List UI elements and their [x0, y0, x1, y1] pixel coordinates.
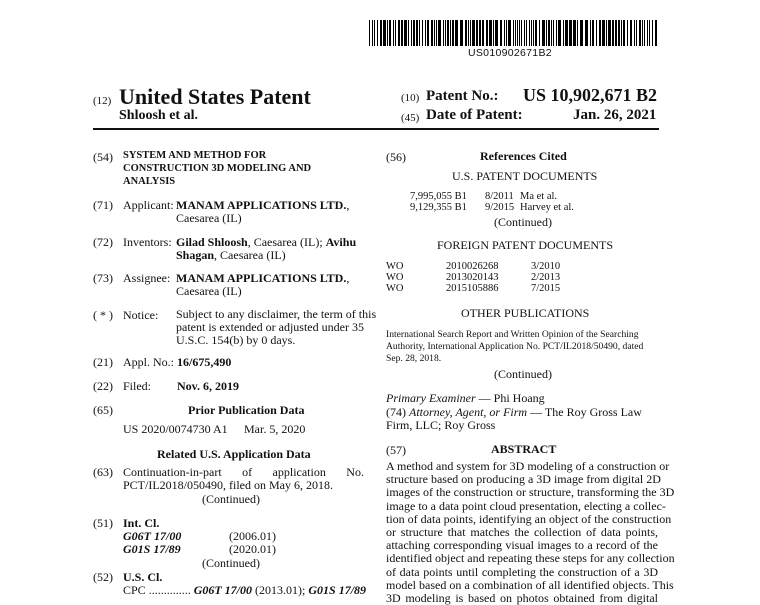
code-21: (21) [93, 355, 113, 369]
code-56: (56) [386, 150, 406, 164]
filed-date: Nov. 6, 2019 [177, 379, 240, 393]
header-rule [93, 128, 659, 130]
code-45: (45) [401, 112, 420, 124]
assignee-place: Caesarea (IL) [176, 284, 242, 298]
document-title: United States Patent [119, 84, 311, 109]
foreign-docs-heading: FOREIGN PATENT DOCUMENTS [437, 238, 614, 252]
abstract-line: attaching corresponding visual images to a record of the [386, 538, 658, 553]
int-cl-label: Int. Cl. [123, 516, 160, 530]
abstract-heading: ABSTRACT [491, 442, 557, 456]
foreign-date-1: 3/2010 [531, 261, 561, 272]
assignee-label: Assignee: [123, 271, 171, 285]
abstract-line: A method and system for 3D modeling of a construction or [386, 459, 670, 473]
foreign-date-2: 2/2013 [531, 272, 561, 283]
abstract-line: identified object and repeating these steps for any collection [386, 551, 675, 566]
us-doc-num-1: 7,995,055 B1 [410, 191, 467, 202]
prior-pub-date: Mar. 5, 2020 [244, 422, 306, 436]
prior-pub-heading: Prior Publication Data [188, 403, 305, 417]
int-cl-version-1: (2006.01) [229, 529, 276, 543]
foreign-date-3: 7/2015 [531, 283, 561, 294]
foreign-num-2: 2013020143 [446, 272, 499, 283]
us-doc-date-2: 9/2015 [485, 202, 515, 213]
barcode-number: US010902671B2 [468, 47, 552, 59]
int-cl-version-2: (2020.01) [229, 542, 276, 556]
continuation-line2: PCT/IL2018/050490, filed on May 6, 2018. [123, 478, 333, 492]
other-pubs-heading: OTHER PUBLICATIONS [461, 306, 590, 320]
references-heading: References Cited [480, 149, 567, 163]
us-doc-num-2: 9,129,355 B1 [410, 202, 467, 213]
abstract-line: of data points until completing the construction of a 3D [386, 564, 658, 579]
inventor-short: Shloosh et al. [119, 108, 198, 123]
code-52: (52) [93, 570, 113, 584]
us-docs-heading: U.S. PATENT DOCUMENTS [452, 169, 598, 183]
abstract-line: or structure that matches the collection of data points, [386, 525, 658, 540]
continuation-continued: (Continued) [202, 492, 260, 506]
code-12: (12) [93, 95, 112, 107]
primary-examiner: Primary Examiner — Phi Hoang [386, 391, 545, 405]
patent-number: US 10,902,671 B2 [523, 85, 658, 105]
int-cl-class-2: G01S 17/89 [123, 542, 181, 556]
abstract-line: 3D modeling is based on photos obtained from digital [386, 591, 658, 605]
us-doc-date-1: 8/2011 [485, 191, 514, 202]
assignee: MANAM APPLICATIONS LTD., [176, 271, 350, 285]
abstract-line: structure based on producing a 3D image from digital 2D [386, 472, 661, 487]
code-72: (72) [93, 235, 113, 249]
prior-pub-number: US 2020/0074730 A1 [123, 422, 228, 436]
abstract-text [386, 459, 675, 605]
notice-label: Notice: [123, 308, 159, 322]
applicant-label: Applicant: [123, 198, 174, 212]
abstract-line: images of the construction or structure, transforming the 3D [386, 485, 675, 500]
int-cl-continued: (Continued) [202, 556, 260, 570]
abstract-line: tion of data points, identifying an object of the construction [386, 511, 672, 526]
us-docs-continued: (Continued) [494, 215, 552, 229]
other-pubs-text: International Search Report and Written Opinion of the Searching Authority, International Application No. PCT/IL2018/50490, dated Sep. 28, 2018. [386, 329, 644, 364]
abstract-line: model based on a combination of all identified objects. This [386, 577, 674, 592]
invention-title: SYSTEM AND METHOD FOR CONSTRUCTION 3D MODELING AND ANALYSIS [123, 150, 312, 187]
code-10: (10) [401, 92, 420, 104]
code-51: (51) [93, 516, 113, 530]
foreign-cc-2: WO [386, 272, 404, 283]
applicant: MANAM APPLICATIONS LTD., [176, 198, 350, 212]
inventors-label: Inventors: [123, 235, 172, 249]
code-notice: ( * ) [93, 308, 113, 322]
us-doc-name-2: Harvey et al. [520, 202, 574, 213]
code-57: (57) [386, 443, 406, 457]
patent-no-label: Patent No.: [426, 88, 499, 104]
inventors-line1: Gilad Shloosh, Caesarea (IL); Avihu [176, 235, 357, 249]
abstract-line: image to a data point cloud presentation, electing a collec- [386, 498, 666, 513]
other-pubs-continued: (Continued) [494, 367, 552, 381]
attorney-line2: Firm, LLC; Roy Gross [386, 418, 496, 432]
code-73: (73) [93, 271, 113, 285]
notice-text: Subject to any disclaimer, the term of this patent is extended or adjusted under 35 U.S.C. 154(b) by 0 days. [176, 307, 377, 347]
us-cl-label: U.S. Cl. [123, 570, 163, 584]
filed-label: Filed: [123, 379, 152, 393]
patent-date: Jan. 26, 2021 [573, 107, 657, 123]
code-54: (54) [93, 150, 113, 164]
code-65: (65) [93, 403, 113, 417]
applicant-place: Caesarea (IL) [176, 211, 242, 225]
code-71: (71) [93, 198, 113, 212]
code-22: (22) [93, 379, 113, 393]
foreign-cc-3: WO [386, 283, 404, 294]
int-cl-class-1: G06T 17/00 [123, 529, 182, 543]
cpc-line: CPC .............. G06T 17/00 (2013.01); G01S 17/89 [123, 583, 367, 597]
us-doc-name-1: Ma et al. [520, 191, 558, 202]
continuation-line1: Continuation-in-part of application No. [123, 465, 364, 479]
attorney-line1: (74) Attorney, Agent, or Firm — The Roy Gross Law [386, 405, 642, 419]
appl-no: 16/675,490 [177, 355, 232, 369]
appl-no-label: Appl. No.: [123, 355, 174, 369]
inventors-line2: Shagan, Caesarea (IL) [176, 248, 286, 262]
code-63: (63) [93, 465, 113, 479]
barcode [369, 20, 657, 46]
foreign-num-3: 2015105886 [446, 283, 499, 294]
foreign-num-1: 2010026268 [446, 261, 499, 272]
date-label: Date of Patent: [426, 107, 523, 123]
foreign-cc-1: WO [386, 261, 404, 272]
related-heading: Related U.S. Application Data [157, 447, 311, 461]
